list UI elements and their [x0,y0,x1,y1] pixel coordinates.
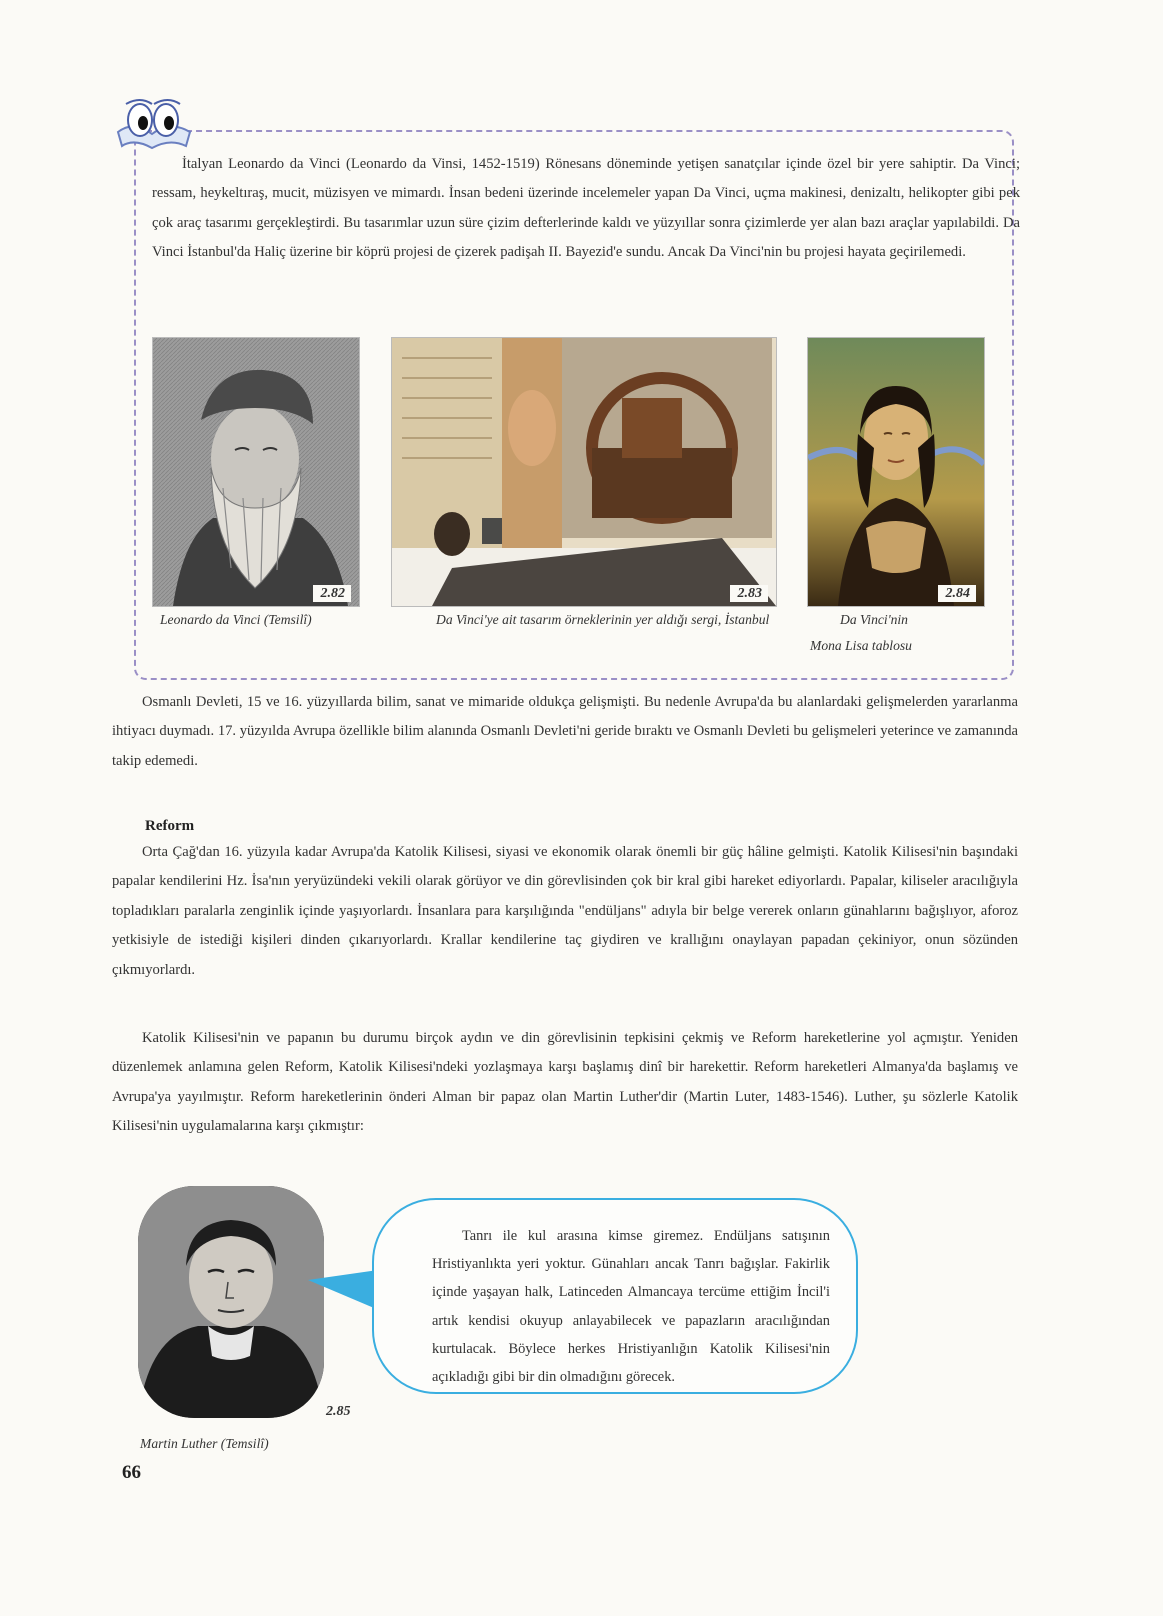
mona-lisa-image [807,337,985,607]
figure-caption: Leonardo da Vinci (Temsilî) [160,612,312,627]
info-box-paragraph [152,150,1020,268]
paragraph-catholic-church: Orta Çağ'dan 16. yüzyıla kadar Avrupa'da Katolik Kilisesi, siyasi ve ekonomik olarak önemli bir güç hâline gelmişti. Katolik Kilisesi'nin başındaki papalar kendilerini Hz. İsa'nın yeryüzündeki vekili olarak görüyor ve din görevlisinden çok bir kral gibi hareket ediyorlardı. Papalar, kiliseler aracılığıyla topladıkları paralarla zenginlik içinde yaşıyorlardı. İnsanlara para karşılığında "endüljans" adıyla bir belge vererek onların günahlarını bağışlıyor, aforoz yetkisiyle de istediği kişileri dinden çıkarıyorlardı. Krallar kendilerine taç giydiren ve krallığını onaylayan papadan çekiniyor, onun sözünden çıkmıyorlardı. [112,844,1018,978]
martin-luther-portrait-image [138,1186,324,1418]
figure-caption-text: Da Vinci'ye ait tasarım örneklerinin yer aldığı sergi, İstanbul [436,612,770,627]
figure-number: 2.85 [326,1404,351,1419]
speech-bubble-tail [308,1268,380,1314]
info-paragraph-text: İtalyan Leonardo da Vinci (Leonardo da Vinsi, 1452-1519) Rönesans döneminde yetişen sanatçılar içinde özel bir yere sahiptir. Da Vinci; ressam, heykeltıraş, mucit, müzisyen ve mimardı. İnsan bedeni üzerinde incelemeler yapan Da Vinci, uçma makinesi, denizaltı, helikopter gibi pek çok araç tasarımı gerçekleştirdi. Bu tasarımlar uzun süre çizim defterlerinde kaldı ve yüzyıllar sonra çizimlerde yer alan bazı araçlar yapılabildi. Da Vinci İstanbul'da Haliç üzerine bir köprü projesi de çizerek padişah II. Bayezid'e sundu. Ancak Da Vinci'nin bu projesi hayata geçirilemedi. [152,156,1020,261]
figure-caption: Da Vinci'nin [840,612,908,627]
paragraph-ottoman: Osmanlı Devleti, 15 ve 16. yüzyıllarda bilim, sanat ve mimaride oldukça gelişmişti. Bu nedenle Avrupa'da bu alanlardaki gelişmelerden yararlanma ihtiyacı duymadı. 17. yüzyılda Avrupa özellikle bilim alanında Osmanlı Devleti'ni geride bıraktı ve Osmanlı Devleti bu gelişmeleri yeterince ve zamanında takip edemedi. [112,694,1018,769]
luther-quote-text: Tanrı ile kul arasına kimse giremez. Endüljans satışının Hristiyanlıkta yeri yoktur. Günahları ancak Tanrı bağışlar. Fakirlik içinde yaşayan halk, Latinceden Almancaya tercüme ettiğim İncil'i artık kendisi okuyup anlayabilecek ve papazların aracılığından kurtulacak. Böylece herkes Hristiyanlığın Katolik Kilisesi'nin açıkladığı gibi bir din olmadığını görecek. [432,1228,830,1386]
eyes-book-icon [112,92,196,152]
figure-caption: Mona Lisa tablosu [810,638,912,653]
figure-caption: Martin Luther (Temsilî) [140,1436,269,1451]
section-heading-reform: Reform [145,818,195,834]
page-number: 66 [122,1462,141,1483]
luther-quote [432,1222,830,1391]
figure-caption [396,608,788,632]
figure-number: 2.83 [730,585,769,602]
leonardo-portrait-image [152,337,360,607]
paragraph-reform-movements: Katolik Kilisesi'nin ve papanın bu durumu birçok aydın ve din görevlisinin tepkisini çekmiş ve Reform hareketlerine yol açmıştır. Yeniden düzenlemek anlamına gelen Reform, Katolik Kilisesi'ndeki yozlaşmaya karşı başlamış dinî bir harekettir. Reform hareketleri Almanya'da başlamış ve Avrupa'ya yayılmıştır. Reform hareketlerinin önderi Alman bir papaz olan Martin Luther'dir (Martin Luter, 1483-1546). Luther, şu sözlerle Katolik Kilisesi'nin uygulamalarına karşı çıkmıştır: [112,1030,1018,1135]
exhibition-photo-image [391,337,777,607]
figure-number: 2.84 [938,585,977,602]
figure-number: 2.82 [313,585,352,602]
